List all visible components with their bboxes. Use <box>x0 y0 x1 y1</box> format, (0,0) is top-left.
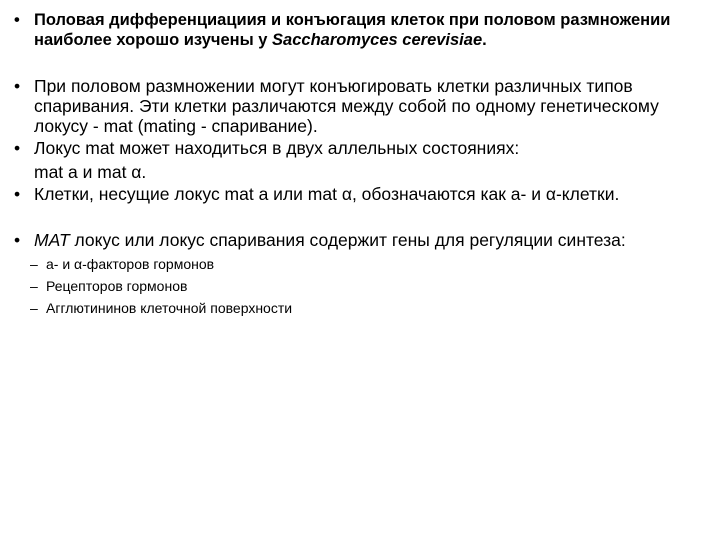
bullet-dot: • <box>14 184 21 204</box>
bullet-5-text: локус или локус спаривания содержит гены для регуляции синтеза: <box>69 230 626 250</box>
sub-list <box>14 254 712 318</box>
dash-glyph: – <box>30 278 38 294</box>
sub-item-1 <box>30 254 712 274</box>
sub-item-2 <box>30 276 712 296</box>
bullet-4-text: Клетки, несущие локус mat a или mat α, обозначаются как a- и α-клетки. <box>34 184 620 204</box>
bullet-item-1 <box>14 10 712 50</box>
dash-glyph: – <box>30 300 38 316</box>
bullet-dot: • <box>14 230 21 250</box>
mat-italic: MAT <box>34 230 70 250</box>
bullet-3-text: Локус mat может находиться в двух аллельных состояниях: <box>34 138 520 158</box>
bullet-item-3 <box>14 138 712 182</box>
bullet-item-5 <box>14 230 712 250</box>
bullet-item-4 <box>14 184 712 204</box>
bullet-dot: • <box>14 11 20 29</box>
bullet-dot: • <box>14 76 21 96</box>
species-name: Saccharomyces cerevisiae <box>272 31 483 49</box>
sub-item-2-text: Рецепторов гормонов <box>46 278 188 294</box>
bullet-1-end: . <box>482 31 487 49</box>
sub-item-3 <box>30 298 712 318</box>
bullet-item-2 <box>14 76 712 136</box>
sub-item-1-text: a- и α-факторов гормонов <box>46 256 215 272</box>
bullet-2-text: При половом размножении могут конъюгировать клетки различных типов спаривания. Эти клетки различаются между собой по одному генетическому локусу - mat (mating - спаривание). <box>34 76 659 136</box>
bullet-dot: • <box>14 138 21 158</box>
dash-glyph: – <box>30 256 38 272</box>
bullet-1-text: Половая дифференциациия и конъюгация клеток при половом размножении наиболее хорошо изучены у <box>34 11 671 49</box>
sub-item-3-text: Агглютининов клеточной поверхности <box>46 300 293 316</box>
bullet-3-continuation: mat a и mat α. <box>34 162 147 182</box>
